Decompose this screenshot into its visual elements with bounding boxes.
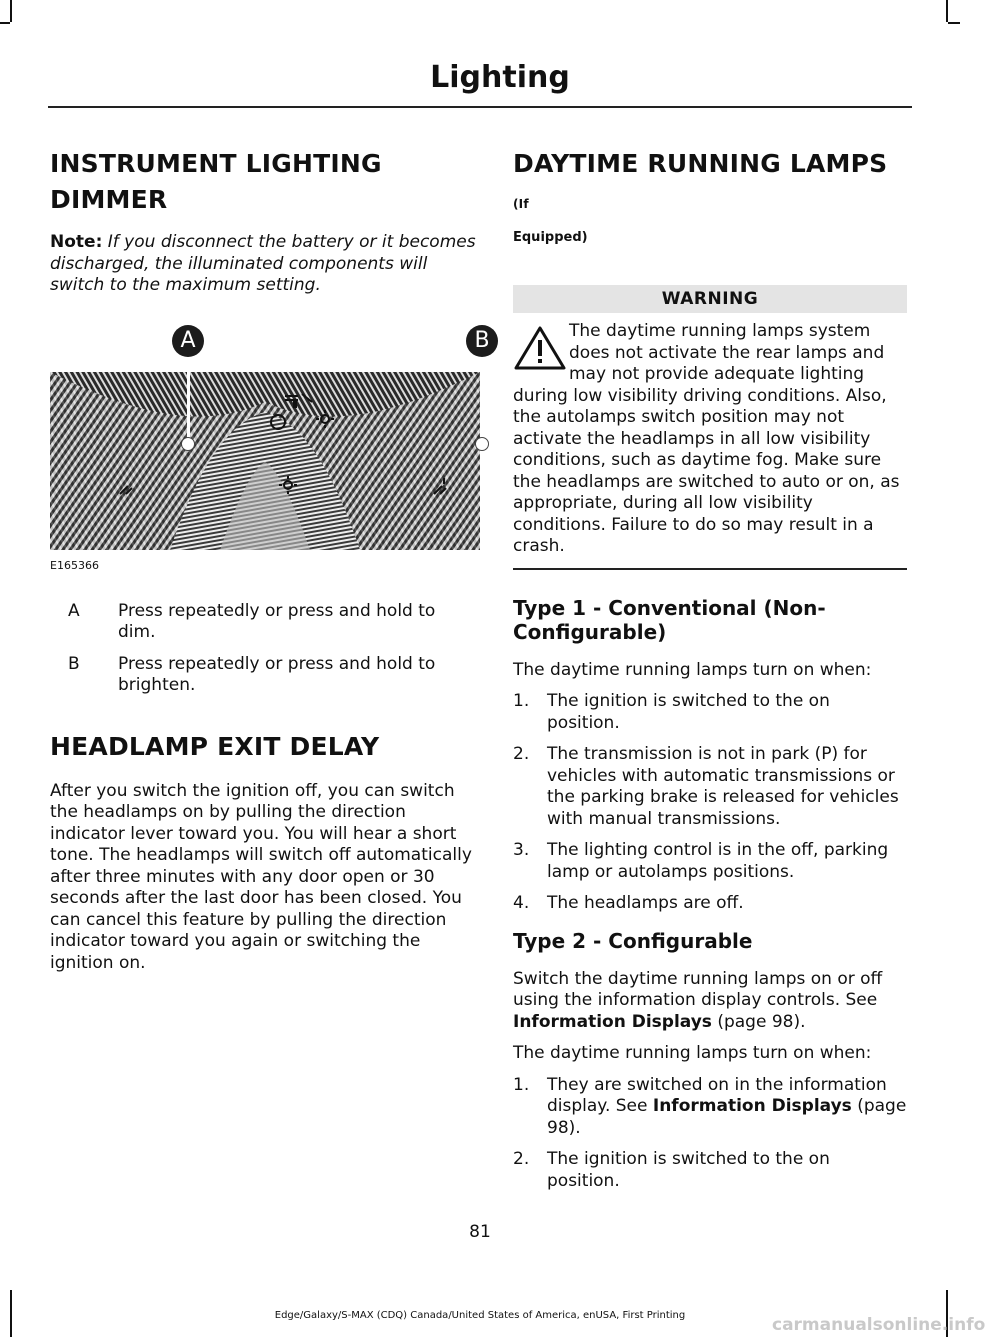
page-number: 81 (469, 1222, 491, 1242)
list-item (513, 1149, 907, 1192)
list-item-text-page: (page 98). (547, 1096, 907, 1138)
watermark: carmanualsonline.info (772, 1315, 985, 1335)
left-column (50, 146, 490, 974)
callout-dot-a (181, 437, 195, 451)
dimmer-heading-line2: DIMMER (50, 185, 168, 214)
list-item (513, 744, 907, 830)
drl-heading (513, 146, 907, 222)
drl-subtitle: Equipped) (513, 230, 588, 245)
callout-dot-b (475, 437, 489, 451)
callout-label-b (466, 325, 498, 357)
type2-intro-page: (page 98). (711, 1011, 806, 1032)
type1-intro: The daytime running lamps turn on when: (513, 659, 872, 680)
footer-text: Edge/Galaxy/S-MAX (CDQ) Canada/United States of America, enUSA, First Printing (274, 1310, 686, 1321)
list-item (513, 1075, 907, 1140)
dimmer-heading (50, 146, 476, 218)
list-item-number: 4. (513, 893, 530, 913)
warning-triangle-icon (513, 325, 567, 371)
type2-intro (513, 969, 907, 1034)
crop-mark (10, 1290, 12, 1337)
type2-intro2: The daytime running lamps turn on when: (513, 1043, 872, 1063)
dimmer-figure (50, 327, 490, 577)
type2-list (513, 1075, 907, 1193)
legend-key: B (68, 653, 80, 674)
list-item-text (547, 1075, 907, 1140)
right-column (513, 146, 907, 1202)
exit-delay-body: After you switch the ignition off, you can switch the headlamps on by pulling the direction indicator lever toward you. You will hear a short tone. The headlamps will switch off automatically after three minutes with any door open or 30 seconds after the last door has been closed. You can cancel this feature by pulling the direction indicator toward you again or switching the ignition on. (50, 780, 472, 973)
list-item-text-start: They are switched on in the information display. See (547, 1074, 887, 1116)
type1-heading: Type 1 - Conventional (Non-Configurable) (513, 595, 826, 644)
warning-label: WARNING (513, 285, 907, 313)
list-item-text: The headlamps are off. (547, 893, 744, 913)
type2-intro-text: Switch the daytime running lamps on or off using the information display controls. See (513, 968, 883, 1010)
list-item (513, 893, 907, 915)
list-item-text: The ignition is switched to the on position. (547, 691, 830, 733)
legend-text: Press repeatedly or press and hold to dim. (118, 600, 436, 642)
legend-row (50, 601, 476, 644)
crop-mark (10, 0, 12, 22)
legend-row (50, 654, 476, 697)
drl-heading-text: DAYTIME RUNNING LAMPS (513, 149, 888, 178)
list-item-number: 1. (513, 1074, 530, 1095)
information-displays-link[interactable]: Information Displays (513, 1011, 712, 1032)
list-item-number: 2. (513, 744, 530, 764)
list-item-text: The transmission is not in park (P) for vehicles with automatic transmissions or the parking brake is released for vehicles with manual transmissions. (547, 744, 899, 829)
header-divider (48, 106, 912, 108)
list-item-number: 1. (513, 691, 530, 711)
section-title: Lighting (430, 60, 570, 95)
type1-list (513, 691, 907, 915)
dimmer-note (50, 232, 476, 297)
callout-line-a (187, 345, 190, 445)
warning-text: The daytime running lamps system does not activate the rear lamps and may not provide adequate lighting during low visibility driving conditions. Also, the autolamps switch position may not activate the headlamps in all low visibility conditions, such as daytime fog. Make sure the headlamps are switched to auto or on, as appropriate, during all low visibility conditions. Failure to do so may result in a crash. (513, 321, 900, 556)
list-item-text: The lighting control is in the off, parking lamp or autolamps positions. (547, 840, 889, 882)
crop-mark (946, 0, 948, 22)
type2-heading: Type 2 - Configurable (513, 928, 753, 953)
list-item-number: 3. (513, 840, 530, 860)
list-item (513, 691, 907, 734)
figure-legend (50, 601, 476, 697)
list-item-number: 2. (513, 1149, 530, 1169)
callout-label-a (172, 325, 204, 357)
crop-mark (0, 22, 10, 24)
callout-label-b-text: B (474, 327, 490, 353)
callout-line-b (481, 345, 484, 445)
figure-id: E165366 (50, 558, 99, 572)
legend-text: Press repeatedly or press and hold to brighten. (118, 653, 436, 695)
warning-box (513, 321, 907, 570)
note-text: If you disconnect the battery or it becomes discharged, the illuminated components will switch to the maximum setting. (50, 232, 476, 295)
list-item (513, 840, 907, 883)
list-item-text: The ignition is switched to the on position. (547, 1149, 830, 1191)
drl-heading-suffix: (If (513, 197, 529, 211)
dimmer-heading-line1: INSTRUMENT LIGHTING (50, 149, 382, 178)
callout-label-a-text: A (180, 327, 196, 353)
legend-key: A (68, 600, 80, 621)
note-label: Note: (50, 232, 103, 252)
crop-mark (948, 22, 960, 24)
information-displays-link[interactable]: Information Displays (652, 1096, 852, 1116)
exit-delay-heading: HEADLAMP EXIT DELAY (50, 731, 380, 761)
instrument-panel-illustration (50, 372, 480, 550)
